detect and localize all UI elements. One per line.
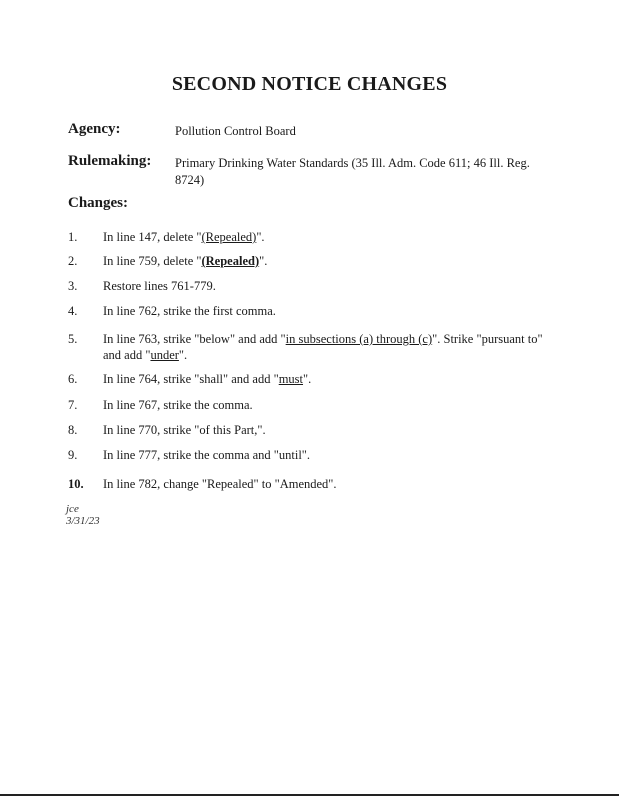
- change-text-segment: In line 767, strike the comma.: [103, 398, 253, 412]
- change-text: [103, 303, 543, 319]
- inserted-text: must: [278, 372, 304, 386]
- agency-value: Pollution Control Board: [175, 124, 296, 138]
- page-title: SECOND NOTICE CHANGES: [171, 73, 448, 95]
- change-text-segment: In line 147, delete ": [103, 230, 202, 244]
- change-number: 1.: [68, 230, 78, 244]
- change-text: [103, 447, 543, 463]
- change-text: [103, 278, 543, 294]
- change-text: [103, 422, 543, 438]
- change-text-segment: ".: [259, 254, 268, 268]
- changes-heading: Changes:: [68, 195, 129, 211]
- change-text-segment: ".: [256, 230, 265, 244]
- change-number: 5.: [68, 332, 78, 346]
- signoff-date: 3/31/23: [66, 515, 100, 527]
- inserted-text: (Repealed): [201, 230, 257, 244]
- change-text-segment: In line 764, strike "shall" and add ": [103, 372, 279, 386]
- change-number: 4.: [68, 304, 78, 318]
- change-text: [103, 229, 543, 245]
- change-text-segment: ".: [303, 372, 312, 386]
- change-number: 3.: [68, 279, 78, 293]
- change-text-segment: In line 762, strike the first comma.: [103, 304, 276, 318]
- inserted-text: under: [150, 348, 179, 362]
- rulemaking-label: Rulemaking:: [68, 153, 152, 169]
- change-text-segment: ".: [178, 348, 188, 362]
- change-text-segment: In line 777, strike the comma and "until".: [103, 448, 311, 462]
- change-text-segment: In line 770, strike "of this Part,".: [103, 423, 266, 437]
- change-text-segment: In line 763, strike "below" and add ": [103, 332, 286, 346]
- agency-label: Agency:: [68, 121, 121, 137]
- change-number: 9.: [68, 448, 78, 462]
- change-text: [103, 476, 543, 492]
- change-number: 7.: [68, 398, 78, 412]
- change-text-segment: Restore lines 761-779.: [103, 279, 216, 293]
- scan-edge-line: [0, 794, 619, 796]
- inserted-text: (Repealed): [201, 254, 260, 268]
- inserted-text: in subsections (a) through (c): [285, 332, 433, 346]
- change-number: 10.: [68, 477, 84, 491]
- change-text: [103, 397, 543, 413]
- change-text-segment: In line 759, delete ": [103, 254, 202, 268]
- change-text: [103, 331, 543, 363]
- author-initials-date: [66, 503, 100, 527]
- change-number: 8.: [68, 423, 78, 437]
- author-initials: jce: [66, 503, 79, 515]
- rulemaking-value: Primary Drinking Water Standards (35 Ill. Adm. Code 611; 46 Ill. Reg. 8724): [175, 156, 530, 187]
- change-text-segment: In line 782, change "Repealed" to "Amended".: [103, 477, 337, 491]
- change-number: 2.: [68, 254, 78, 268]
- change-number: 6.: [68, 372, 78, 386]
- change-text: [103, 253, 543, 269]
- change-text-segment: ". Strike "pursuant to" and add ": [103, 332, 543, 362]
- change-text: [103, 371, 543, 387]
